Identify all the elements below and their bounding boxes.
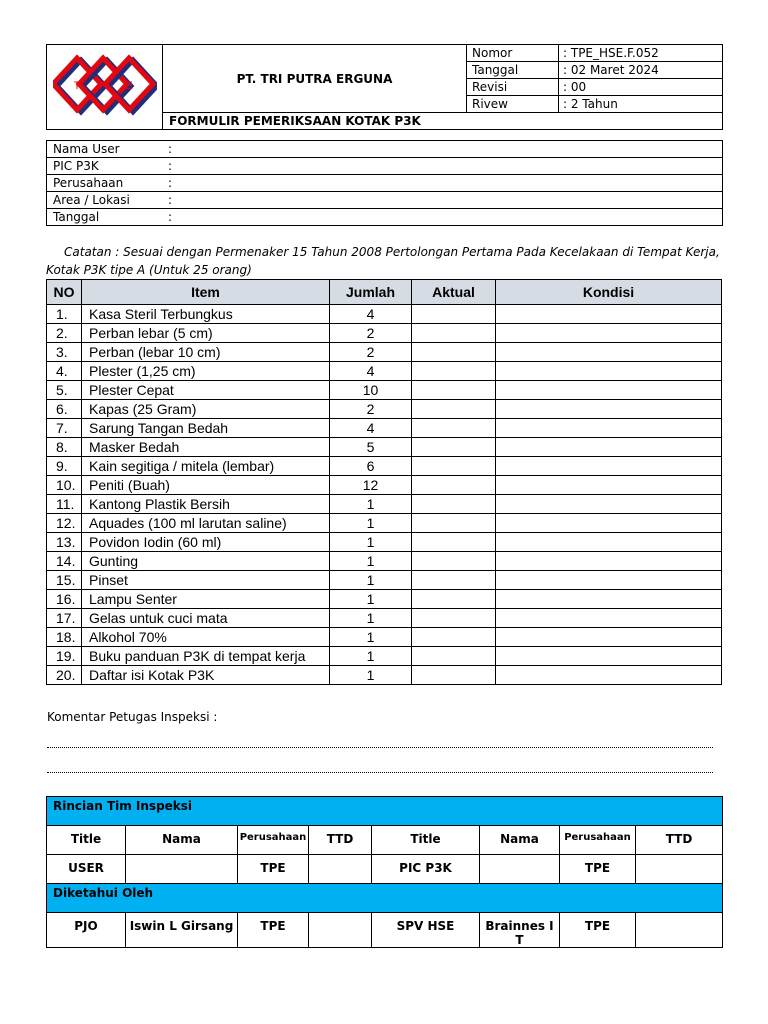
info-label: Perusahaan: [53, 176, 124, 190]
item-condition-cell[interactable]: [496, 533, 722, 552]
item-number: 2.: [47, 324, 82, 343]
item-quantity: 1: [330, 533, 412, 552]
known-signature-cell[interactable]: [636, 913, 723, 948]
item-name: Peniti (Buah): [82, 476, 330, 495]
item-row: [47, 552, 722, 571]
meta-label-revisi: Revisi: [467, 79, 559, 96]
item-row: [47, 647, 722, 666]
item-quantity: 1: [330, 495, 412, 514]
item-row: [47, 571, 722, 590]
item-actual-cell[interactable]: [412, 590, 496, 609]
item-actual-cell[interactable]: [412, 343, 496, 362]
item-quantity: 1: [330, 514, 412, 533]
item-number: 3.: [47, 343, 82, 362]
team-cell: TPE: [238, 855, 309, 884]
known-signature-cell[interactable]: [309, 913, 372, 948]
item-number: 4.: [47, 362, 82, 381]
item-name: Gunting: [82, 552, 330, 571]
tpe-logo-icon: [53, 50, 157, 122]
item-quantity: 6: [330, 457, 412, 476]
team-header-title: Title: [372, 826, 480, 855]
item-number: 15.: [47, 571, 82, 590]
item-row: [47, 495, 722, 514]
team-title: Rincian Tim Inspeksi: [47, 797, 723, 826]
item-actual-cell[interactable]: [412, 476, 496, 495]
info-row-tanggal[interactable]: [47, 209, 723, 226]
item-row: [47, 666, 722, 685]
item-number: 1.: [47, 305, 82, 324]
item-name: Kapas (25 Gram): [82, 400, 330, 419]
item-number: 16.: [47, 590, 82, 609]
item-quantity: 12: [330, 476, 412, 495]
item-condition-cell[interactable]: [496, 514, 722, 533]
col-header-condition: Kondisi: [496, 280, 722, 305]
col-header-no: NO: [47, 280, 82, 305]
item-actual-cell[interactable]: [412, 571, 496, 590]
item-quantity: 2: [330, 324, 412, 343]
col-header-item: Item: [82, 280, 330, 305]
info-colon: :: [168, 210, 173, 224]
meta-value-rivew: : 2 Tahun: [559, 96, 723, 113]
item-number: 19.: [47, 647, 82, 666]
item-quantity: 2: [330, 343, 412, 362]
item-quantity: 1: [330, 666, 412, 685]
item-condition-cell[interactable]: [496, 400, 722, 419]
info-label: PIC P3K: [53, 159, 99, 173]
info-colon: :: [168, 176, 173, 190]
item-name: Alkohol 70%: [82, 628, 330, 647]
inspection-team-table: [46, 796, 723, 948]
item-quantity: 10: [330, 381, 412, 400]
item-condition-cell[interactable]: [496, 324, 722, 343]
meta-value-revisi: : 00: [559, 79, 723, 96]
item-row: [47, 305, 722, 324]
item-name: Plester Cepat: [82, 381, 330, 400]
item-actual-cell[interactable]: [412, 647, 496, 666]
item-condition-cell[interactable]: [496, 419, 722, 438]
known-cell: PJO: [47, 913, 126, 948]
item-row: [47, 400, 722, 419]
item-actual-cell[interactable]: [412, 381, 496, 400]
item-number: 14.: [47, 552, 82, 571]
known-cell: SPV HSE: [372, 913, 480, 948]
item-number: 5.: [47, 381, 82, 400]
item-condition-cell[interactable]: [496, 628, 722, 647]
item-number: 9.: [47, 457, 82, 476]
item-condition-cell[interactable]: [496, 305, 722, 324]
info-row-area[interactable]: [47, 192, 723, 209]
info-label: Area / Lokasi: [53, 193, 130, 207]
item-row: [47, 609, 722, 628]
item-actual-cell[interactable]: [412, 305, 496, 324]
regulation-note: Catatan : Sesuai dengan Permenaker 15 Tahun 2008 Pertolongan Pertama Pada Kecelakaan di Tempat Kerja, Kotak P3K tipe A (Untuk 25 orang): [46, 245, 720, 277]
document-header: [46, 44, 723, 130]
item-quantity: 5: [330, 438, 412, 457]
comment-label: Komentar Petugas Inspeksi :: [47, 710, 218, 724]
item-condition-cell[interactable]: [496, 343, 722, 362]
item-number: 12.: [47, 514, 82, 533]
item-row: [47, 419, 722, 438]
item-quantity: 1: [330, 647, 412, 666]
item-actual-cell[interactable]: [412, 419, 496, 438]
team-header-nama: Nama: [126, 826, 238, 855]
info-table: [46, 140, 723, 226]
item-actual-cell[interactable]: [412, 552, 496, 571]
item-name: Perban (lebar 10 cm): [82, 343, 330, 362]
logo-letter-e: E: [124, 79, 133, 92]
team-header-title: Title: [47, 826, 126, 855]
team-signature-cell[interactable]: [636, 855, 723, 884]
team-header-nama: Nama: [480, 826, 560, 855]
item-quantity: 4: [330, 305, 412, 324]
item-actual-cell[interactable]: [412, 438, 496, 457]
item-name: Pinset: [82, 571, 330, 590]
item-row: [47, 590, 722, 609]
item-actual-cell[interactable]: [412, 666, 496, 685]
known-cell: Brainnes I T: [480, 913, 560, 948]
item-actual-cell[interactable]: [412, 514, 496, 533]
meta-label-rivew: Rivew: [467, 96, 559, 113]
team-cell: TPE: [560, 855, 636, 884]
item-quantity: 2: [330, 400, 412, 419]
item-row: [47, 628, 722, 647]
item-quantity: 4: [330, 362, 412, 381]
info-row-nama-user[interactable]: [47, 141, 723, 158]
items-body: [47, 305, 722, 685]
item-row: [47, 514, 722, 533]
item-number: 13.: [47, 533, 82, 552]
meta-value-tanggal: : 02 Maret 2024: [559, 62, 723, 79]
team-signature-cell[interactable]: [309, 855, 372, 884]
item-name: Perban lebar (5 cm): [82, 324, 330, 343]
team-header-ttd: TTD: [636, 826, 723, 855]
item-name: Daftar isi Kotak P3K: [82, 666, 330, 685]
item-condition-cell[interactable]: [496, 381, 722, 400]
item-quantity: 1: [330, 590, 412, 609]
info-colon: :: [168, 142, 173, 156]
item-row: [47, 533, 722, 552]
item-actual-cell[interactable]: [412, 533, 496, 552]
item-number: 8.: [47, 438, 82, 457]
item-name: Plester (1,25 cm): [82, 362, 330, 381]
item-row: [47, 324, 722, 343]
item-condition-cell[interactable]: [496, 362, 722, 381]
item-quantity: 1: [330, 571, 412, 590]
known-by-title: Diketahui Oleh: [47, 884, 723, 913]
comment-line-1[interactable]: [47, 746, 713, 748]
col-header-actual: Aktual: [412, 280, 496, 305]
item-condition-cell[interactable]: [496, 571, 722, 590]
item-row: [47, 476, 722, 495]
item-quantity: 1: [330, 609, 412, 628]
item-number: 11.: [47, 495, 82, 514]
item-condition-cell[interactable]: [496, 457, 722, 476]
item-row: [47, 381, 722, 400]
item-row: [47, 438, 722, 457]
meta-value-nomor: : TPE_HSE.F.052: [559, 45, 723, 62]
item-number: 7.: [47, 419, 82, 438]
item-actual-cell[interactable]: [412, 324, 496, 343]
item-condition-cell[interactable]: [496, 666, 722, 685]
item-row: [47, 343, 722, 362]
item-name: Gelas untuk cuci mata: [82, 609, 330, 628]
items-table: [46, 279, 722, 685]
company-name: PT. TRI PUTRA ERGUNA: [163, 45, 467, 113]
item-quantity: 1: [330, 628, 412, 647]
item-actual-cell[interactable]: [412, 400, 496, 419]
team-header-perusahaan: Perusahaan: [238, 826, 309, 855]
item-number: 20.: [47, 666, 82, 685]
item-actual-cell[interactable]: [412, 628, 496, 647]
item-name: Sarung Tangan Bedah: [82, 419, 330, 438]
info-label: Nama User: [53, 142, 120, 156]
item-condition-cell[interactable]: [496, 647, 722, 666]
company-logo: [47, 45, 163, 130]
item-name: Kantong Plastik Bersih: [82, 495, 330, 514]
item-row: [47, 362, 722, 381]
known-cell: TPE: [238, 913, 309, 948]
known-cell: TPE: [560, 913, 636, 948]
col-header-qty: Jumlah: [330, 280, 412, 305]
info-label: Tanggal: [53, 210, 100, 224]
logo-letter-p: P: [98, 79, 107, 92]
info-row-perusahaan[interactable]: [47, 175, 723, 192]
item-actual-cell[interactable]: [412, 457, 496, 476]
item-name: Povidon Iodin (60 ml): [82, 533, 330, 552]
info-colon: :: [168, 159, 173, 173]
item-actual-cell[interactable]: [412, 609, 496, 628]
item-number: 17.: [47, 609, 82, 628]
info-colon: :: [168, 193, 173, 207]
item-quantity: 1: [330, 552, 412, 571]
team-cell[interactable]: [126, 855, 238, 884]
item-row: [47, 457, 722, 476]
item-quantity: 4: [330, 419, 412, 438]
item-condition-cell[interactable]: [496, 609, 722, 628]
known-cell: Iswin L Girsang: [126, 913, 238, 948]
item-name: Kasa Steril Terbungkus: [82, 305, 330, 324]
team-header-perusahaan: Perusahaan: [560, 826, 636, 855]
team-cell: PIC P3K: [372, 855, 480, 884]
team-cell: USER: [47, 855, 126, 884]
item-condition-cell[interactable]: [496, 476, 722, 495]
team-header-ttd: TTD: [309, 826, 372, 855]
item-condition-cell[interactable]: [496, 590, 722, 609]
info-row-pic[interactable]: [47, 158, 723, 175]
item-name: Buku panduan P3K di tempat kerja: [82, 647, 330, 666]
team-cell[interactable]: [480, 855, 560, 884]
meta-label-nomor: Nomor: [467, 45, 559, 62]
item-condition-cell[interactable]: [496, 495, 722, 514]
logo-letter-t: T: [73, 79, 80, 92]
item-name: Aquades (100 ml larutan saline): [82, 514, 330, 533]
item-number: 10.: [47, 476, 82, 495]
item-number: 6.: [47, 400, 82, 419]
item-name: Kain segitiga / mitela (lembar): [82, 457, 330, 476]
item-number: 18.: [47, 628, 82, 647]
item-name: Lampu Senter: [82, 590, 330, 609]
item-name: Masker Bedah: [82, 438, 330, 457]
meta-label-tanggal: Tanggal: [467, 62, 559, 79]
comment-line-2[interactable]: [47, 771, 713, 773]
item-condition-cell[interactable]: [496, 552, 722, 571]
item-actual-cell[interactable]: [412, 495, 496, 514]
item-actual-cell[interactable]: [412, 362, 496, 381]
item-condition-cell[interactable]: [496, 438, 722, 457]
form-title: FORMULIR PEMERIKSAAN KOTAK P3K: [163, 113, 723, 130]
